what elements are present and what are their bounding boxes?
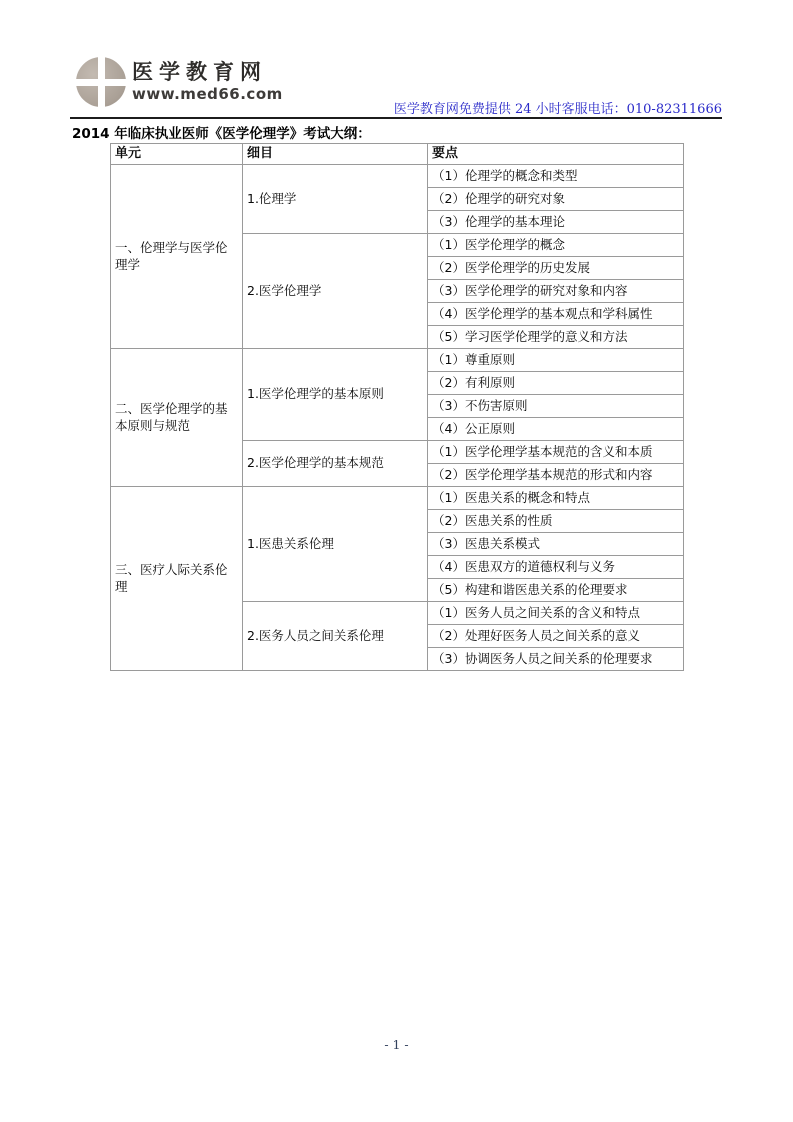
point-cell: （4）公正原则	[428, 418, 684, 441]
header-divider	[70, 117, 722, 119]
point-cell: （1）伦理学的概念和类型	[428, 165, 684, 188]
point-cell: （3）不伤害原则	[428, 395, 684, 418]
point-cell: （1）医学伦理学基本规范的含义和本质	[428, 441, 684, 464]
detail-cell: 2.医学伦理学的基本规范	[243, 441, 428, 487]
detail-cell: 2.医务人员之间关系伦理	[243, 602, 428, 671]
logo-text	[132, 57, 283, 103]
point-cell: （2）有利原则	[428, 372, 684, 395]
detail-cell: 1.医学伦理学的基本原则	[243, 349, 428, 441]
point-cell: （2）医患关系的性质	[428, 510, 684, 533]
unit-cell: 三、医疗人际关系伦理	[111, 487, 243, 671]
cross-circle-icon	[76, 57, 126, 107]
unit-cell: 一、伦理学与医学伦理学	[111, 165, 243, 349]
column-header-detail: 细目	[243, 144, 428, 165]
site-url: www.med66.com	[132, 85, 283, 103]
detail-cell: 2.医学伦理学	[243, 234, 428, 349]
point-cell: （5）构建和谐医患关系的伦理要求	[428, 579, 684, 602]
point-cell: （2）医学伦理学的历史发展	[428, 257, 684, 280]
point-cell: （3）医患关系模式	[428, 533, 684, 556]
point-cell: （5）学习医学伦理学的意义和方法	[428, 326, 684, 349]
point-cell: （2）处理好医务人员之间关系的意义	[428, 625, 684, 648]
detail-cell: 1.伦理学	[243, 165, 428, 234]
exam-outline-table	[110, 143, 684, 671]
point-cell: （3）协调医务人员之间关系的伦理要求	[428, 648, 684, 671]
column-header-unit: 单元	[111, 144, 243, 165]
table-header-row	[111, 144, 684, 165]
point-cell: （1）医学伦理学的概念	[428, 234, 684, 257]
page-number: - 1 -	[384, 1037, 409, 1052]
table-row	[111, 349, 684, 372]
point-cell: （1）医患关系的概念和特点	[428, 487, 684, 510]
point-cell: （1）尊重原则	[428, 349, 684, 372]
point-cell: （3）医学伦理学的研究对象和内容	[428, 280, 684, 303]
point-cell: （4）医学伦理学的基本观点和学科属性	[428, 303, 684, 326]
point-cell: （4）医患双方的道德权利与义务	[428, 556, 684, 579]
point-cell: （2）伦理学的研究对象	[428, 188, 684, 211]
point-cell: （3）伦理学的基本理论	[428, 211, 684, 234]
point-cell: （2）医学伦理学基本规范的形式和内容	[428, 464, 684, 487]
site-name: 医学教育网	[132, 60, 267, 84]
table-row	[111, 487, 684, 510]
detail-cell: 1.医患关系伦理	[243, 487, 428, 602]
site-logo	[76, 57, 283, 107]
unit-cell: 二、医学伦理学的基本原则与规范	[111, 349, 243, 487]
service-phone-line: 医学教育网免费提供 24 小时客服电话：010-82311666	[393, 102, 722, 117]
column-header-points: 要点	[428, 144, 684, 165]
page-title: 2014 年临床执业医师《医学伦理学》考试大纲：	[72, 126, 371, 142]
table-row	[111, 165, 684, 188]
point-cell: （1）医务人员之间关系的含义和特点	[428, 602, 684, 625]
